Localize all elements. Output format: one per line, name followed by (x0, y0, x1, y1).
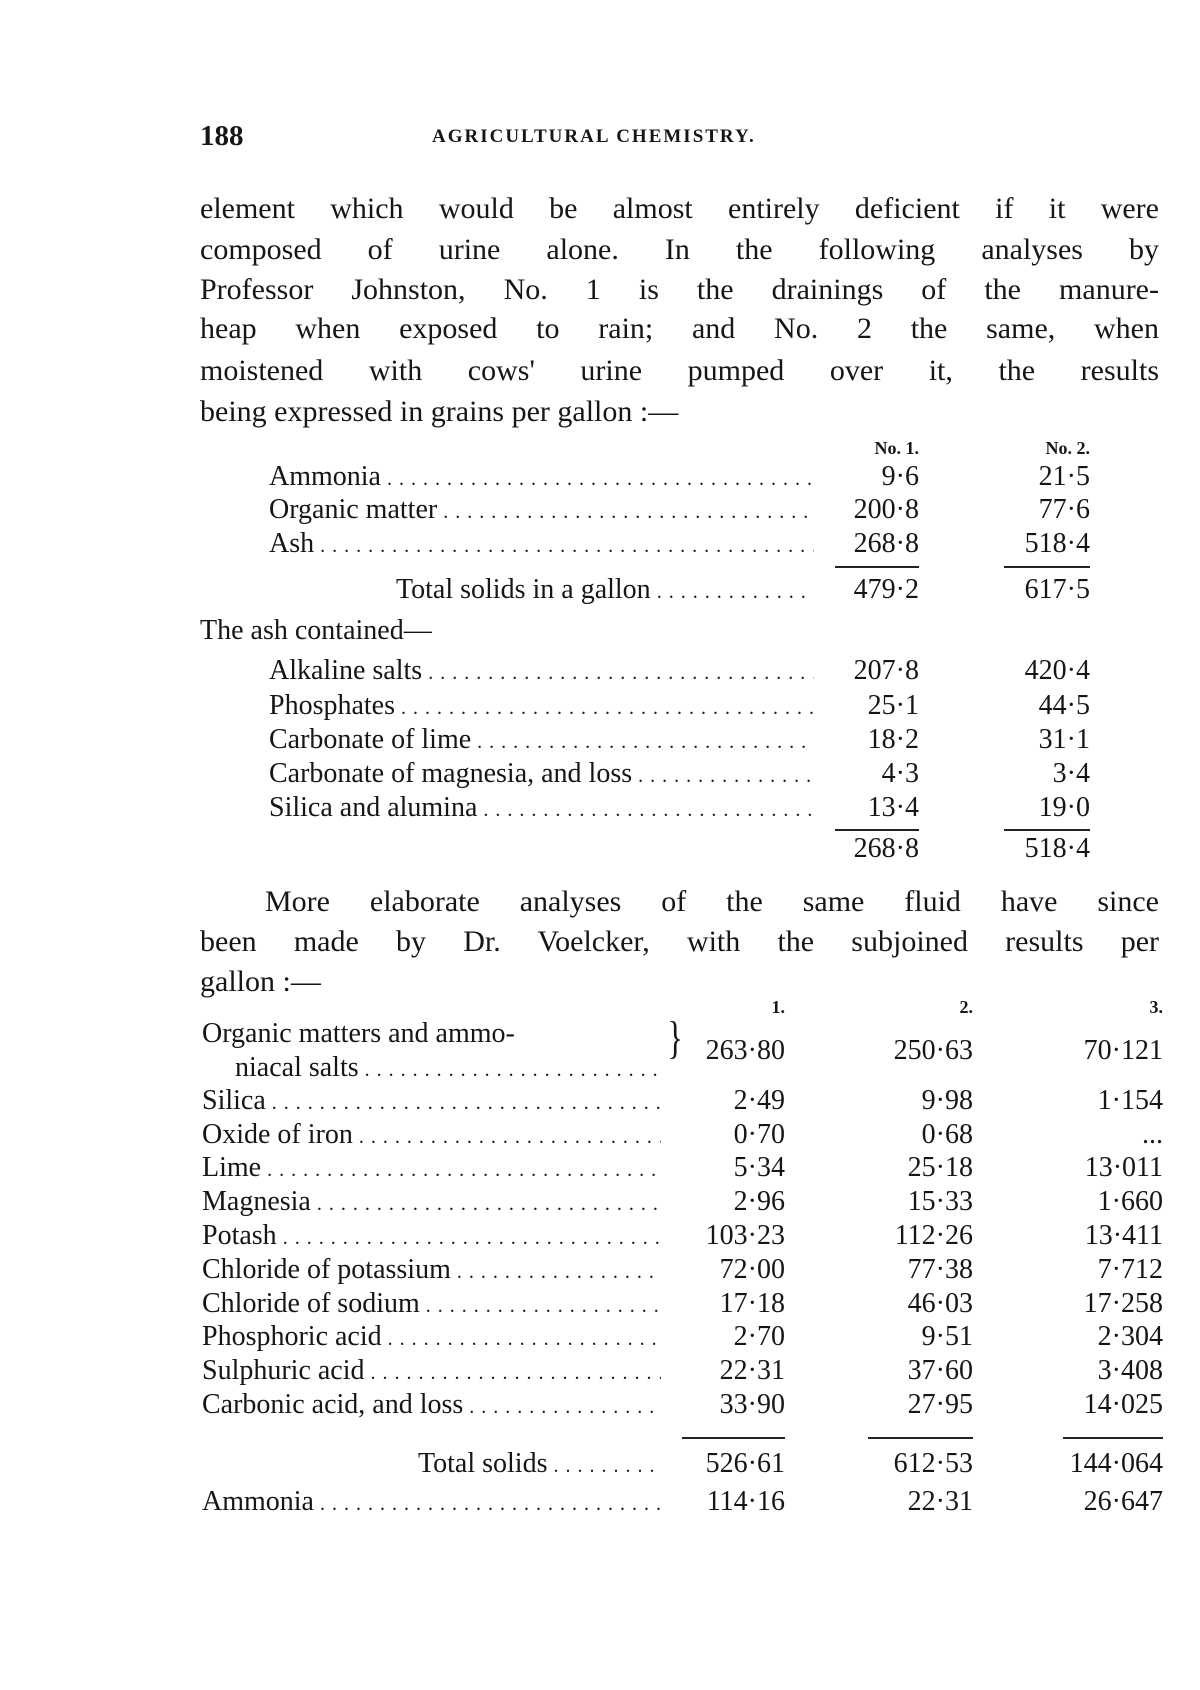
label-area (269, 690, 820, 724)
value-cell: 9·6 (881, 461, 919, 492)
ammonia-row (202, 1486, 667, 1520)
row-label: Carbonate of magnesia, and loss (269, 758, 633, 789)
sum-rule (1004, 829, 1090, 831)
dot-leader (457, 1256, 661, 1288)
dot-leader (554, 1450, 662, 1482)
row-label: Organic matter (269, 494, 438, 525)
paragraph-line: heap when exposed to rain; and No. 2 the same, when (200, 312, 1159, 345)
row-label: Silica and alumina (269, 792, 478, 823)
value-cell: 263·80 (705, 1035, 785, 1066)
value-cell: 1·660 (1097, 1186, 1163, 1217)
table-row (202, 1119, 667, 1153)
dot-leader (283, 1222, 661, 1254)
table-row (202, 1085, 667, 1119)
value-cell: 22·31 (907, 1486, 973, 1517)
sum-rule (1063, 1437, 1163, 1439)
value-cell: ... (1142, 1119, 1163, 1150)
label-area (269, 724, 820, 758)
value-cell: 22·31 (719, 1355, 785, 1386)
paragraph-line: element which would be almost entirely deficient if it were (200, 192, 1159, 225)
row-label: Chloride of potassium (202, 1254, 451, 1285)
dot-leader (317, 1188, 661, 1220)
value-cell: 25·18 (907, 1152, 973, 1183)
dot-leader (443, 496, 814, 528)
running-title: AGRICULTURAL CHEMISTRY. (432, 126, 756, 147)
row-label: Potash (202, 1220, 277, 1251)
paragraph-line: been made by Dr. Voelcker, with the subjoined results per (200, 925, 1159, 958)
paragraph-line: being expressed in grains per gallon :— (200, 395, 679, 428)
label-area (269, 792, 820, 826)
column-header: 2. (959, 997, 973, 1017)
label-area (269, 461, 820, 495)
paragraph-line: More elaborate analyses of the same fluid have since (265, 885, 1159, 918)
dot-leader (387, 463, 814, 495)
value-cell: 4·3 (881, 758, 919, 789)
dot-leader (320, 1488, 661, 1520)
value-cell: 2·96 (733, 1186, 785, 1217)
value-cell: 18·2 (867, 724, 919, 755)
value-cell: 612·53 (893, 1448, 973, 1479)
value-cell: 144·064 (1069, 1448, 1163, 1479)
table-row (202, 1152, 667, 1186)
value-cell: 526·61 (705, 1448, 785, 1479)
row-label: Lime (202, 1152, 262, 1183)
dot-leader (657, 576, 814, 608)
row-label: Phosphates (269, 690, 395, 721)
row-label: Magnesia (202, 1186, 311, 1217)
row-label: Total solids in a gallon (396, 574, 651, 605)
dot-leader (388, 1323, 661, 1355)
value-cell: 77·6 (1038, 494, 1090, 525)
value-cell: 25·1 (867, 690, 919, 721)
dot-leader (401, 692, 814, 724)
dot-leader (426, 1290, 661, 1322)
value-cell: 13·4 (867, 792, 919, 823)
value-cell: 17·258 (1083, 1288, 1163, 1319)
value-cell: 26·647 (1083, 1486, 1163, 1517)
value-cell: 617·5 (1024, 574, 1090, 605)
value-cell: 37·60 (907, 1355, 973, 1386)
label-area (269, 758, 820, 792)
row-label: niacal salts (235, 1052, 359, 1083)
paragraph-line: gallon :— (200, 965, 321, 998)
value-cell: 2·304 (1097, 1321, 1163, 1352)
table-row (202, 1389, 667, 1423)
value-cell: 17·18 (719, 1288, 785, 1319)
row-label: Ammonia (269, 461, 381, 492)
value-cell: 14·025 (1083, 1389, 1163, 1420)
page-number: 188 (200, 120, 244, 152)
value-cell: 5·34 (733, 1152, 785, 1183)
label-area (269, 528, 820, 562)
ash-heading: The ash contained— (200, 615, 432, 646)
sum-rule (835, 566, 919, 568)
value-cell: 31·1 (1038, 724, 1090, 755)
row-label: Oxide of iron (202, 1119, 353, 1150)
value-cell: 19·0 (1038, 792, 1090, 823)
value-cell: 33·90 (719, 1389, 785, 1420)
row-label: Silica (202, 1085, 266, 1116)
value-cell: 268·8 (853, 528, 919, 559)
value-cell: 21·5 (1038, 461, 1090, 492)
ash-total-value: 518·4 (1024, 833, 1090, 864)
label-area (269, 655, 820, 689)
value-cell: 420·4 (1024, 655, 1090, 686)
table-row (202, 1321, 667, 1355)
dot-leader (469, 1391, 661, 1423)
dot-leader (638, 760, 814, 792)
value-cell: 112·26 (894, 1220, 973, 1251)
value-cell: 27·95 (907, 1389, 973, 1420)
row-label: Phosphoric acid (202, 1321, 382, 1352)
table-row (202, 1186, 667, 1220)
row-label: Ash (269, 528, 315, 559)
dot-leader (359, 1121, 661, 1153)
value-cell: 103·23 (705, 1220, 785, 1251)
value-cell: 0·68 (921, 1119, 973, 1150)
dot-leader (477, 726, 814, 758)
dot-leader (267, 1154, 661, 1186)
value-cell: 0·70 (733, 1119, 785, 1150)
sum-rule (682, 1437, 785, 1439)
total-row (418, 1448, 667, 1482)
value-cell: 72·00 (719, 1254, 785, 1285)
sum-rule (1004, 566, 1090, 568)
value-cell: 2·70 (733, 1321, 785, 1352)
column-header: 1. (771, 997, 785, 1017)
dot-leader (483, 794, 814, 826)
value-cell: 250·63 (893, 1035, 973, 1066)
value-cell: 9·51 (921, 1321, 973, 1352)
column-header: 3. (1149, 997, 1163, 1017)
row-label: Ammonia (202, 1486, 314, 1517)
value-cell: 200·8 (853, 494, 919, 525)
dot-leader (272, 1087, 661, 1119)
value-cell: 13·011 (1084, 1152, 1163, 1183)
value-cell: 70·121 (1083, 1035, 1163, 1066)
table-row (202, 1288, 667, 1322)
column-header: No. 2. (1045, 438, 1090, 458)
row-label-continued (235, 1052, 663, 1086)
dot-leader (320, 530, 814, 562)
value-cell: 15·33 (907, 1186, 973, 1217)
row-label: Total solids (418, 1448, 548, 1479)
value-cell: 46·03 (907, 1288, 973, 1319)
value-cell: 2·49 (733, 1085, 785, 1116)
row-label: Organic matters and ammo- (202, 1018, 515, 1049)
row-label: Alkaline salts (269, 655, 423, 686)
table-row (202, 1254, 667, 1288)
dot-leader (371, 1357, 661, 1389)
paragraph-line: moistened with cows' urine pumped over it, the results (200, 354, 1159, 387)
sum-rule (835, 829, 919, 831)
table-row (202, 1355, 667, 1389)
label-area (396, 574, 820, 608)
paragraph-line: Professor Johnston, No. 1 is the drainings of the manure- (200, 273, 1159, 306)
row-label: Carbonic acid, and loss (202, 1389, 464, 1420)
row-label: Sulphuric acid (202, 1355, 365, 1386)
value-cell: 1·154 (1097, 1085, 1163, 1116)
table-row (202, 1220, 667, 1254)
dot-leader (428, 657, 814, 689)
column-header: No. 1. (874, 438, 919, 458)
value-cell: 9·98 (921, 1085, 973, 1116)
value-cell: 13·411 (1084, 1220, 1163, 1251)
value-cell: 3·408 (1097, 1355, 1163, 1386)
label-area (269, 494, 820, 528)
value-cell: 518·4 (1024, 528, 1090, 559)
row-label: Chloride of sodium (202, 1288, 420, 1319)
paragraph-line: composed of urine alone. In the following analyses by (200, 233, 1159, 266)
value-cell: 7·712 (1097, 1254, 1163, 1285)
dot-leader (365, 1054, 657, 1086)
value-cell: 479·2 (853, 574, 919, 605)
brace-icon: } (667, 1012, 683, 1063)
ash-total-value: 268·8 (853, 833, 919, 864)
value-cell: 77·38 (907, 1254, 973, 1285)
value-cell: 114·16 (706, 1486, 785, 1517)
value-cell: 207·8 (853, 655, 919, 686)
sum-rule (868, 1437, 973, 1439)
value-cell: 3·4 (1052, 758, 1090, 789)
value-cell: 44·5 (1038, 690, 1090, 721)
row-label: Carbonate of lime (269, 724, 472, 755)
